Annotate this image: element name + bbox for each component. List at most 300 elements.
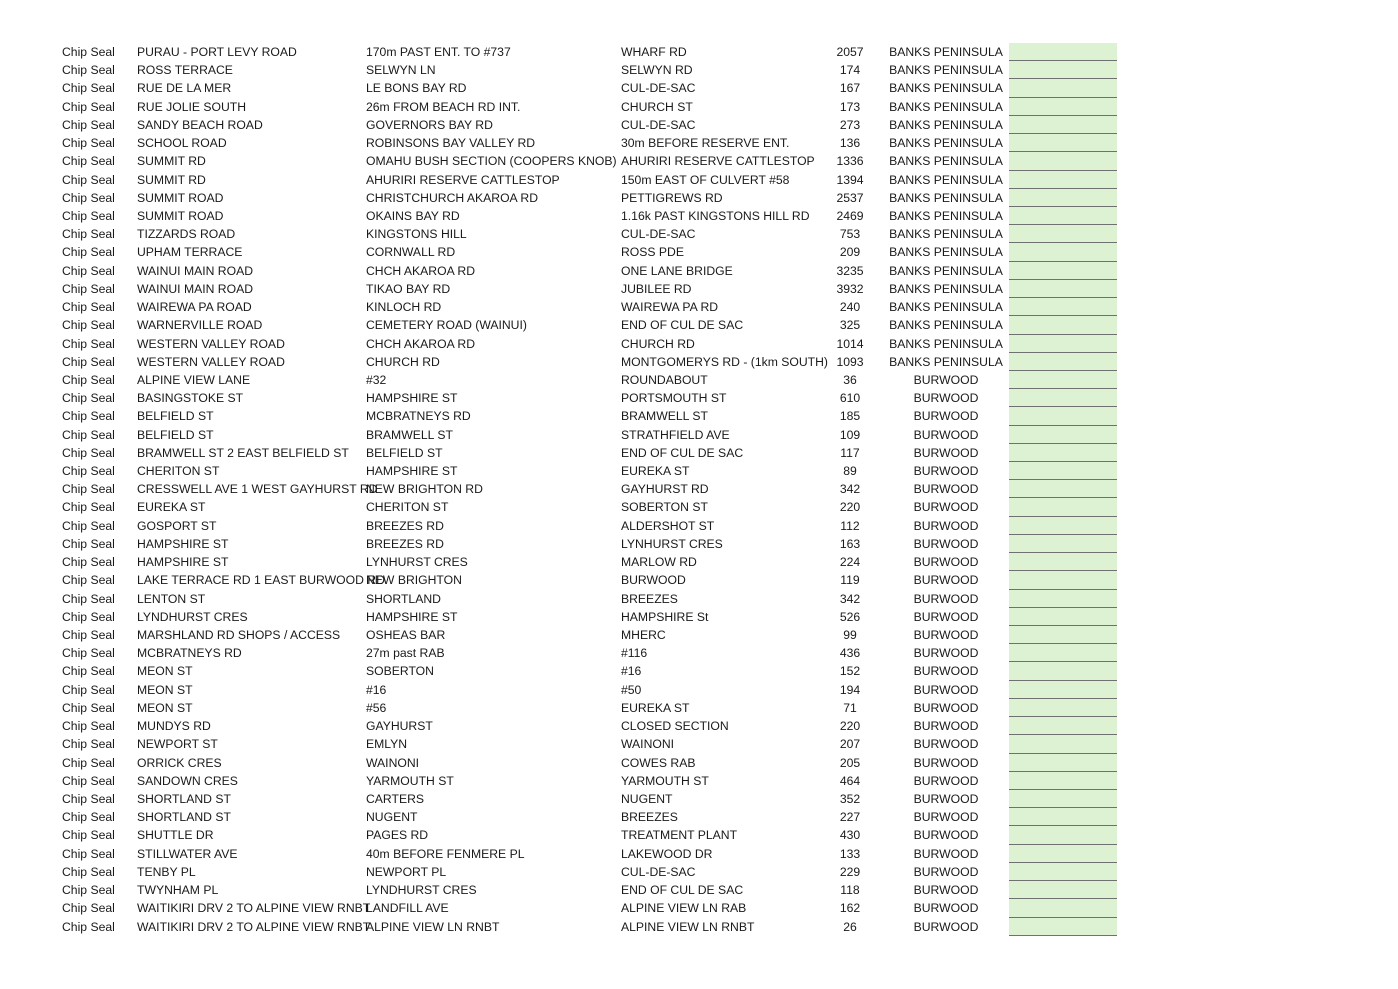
- to-cell[interactable]: BREEZES: [621, 810, 678, 825]
- community-board-cell[interactable]: BURWOOD: [913, 791, 979, 806]
- length-cell[interactable]: 1014: [836, 336, 864, 351]
- treatment-cell[interactable]: Chip Seal: [62, 464, 115, 479]
- road-name-cell[interactable]: RUE JOLIE SOUTH: [137, 99, 247, 114]
- length-cell[interactable]: 224: [839, 555, 861, 570]
- road-name-cell[interactable]: WAITIKIRI DRV 2 TO ALPINE VIEW RNBT: [137, 919, 371, 934]
- treatment-cell[interactable]: Chip Seal: [62, 208, 115, 223]
- road-name-cell[interactable]: LAKE TERRACE RD 1 EAST BURWOOD RD: [137, 573, 385, 588]
- highlight-cell[interactable]: [1009, 262, 1117, 280]
- treatment-cell[interactable]: Chip Seal: [62, 591, 115, 606]
- length-cell[interactable]: 194: [839, 682, 861, 697]
- community-board-cell[interactable]: BURWOOD: [913, 500, 979, 515]
- to-cell[interactable]: NUGENT: [621, 791, 673, 806]
- from-cell[interactable]: CHERITON ST: [366, 500, 449, 515]
- length-cell[interactable]: 209: [839, 245, 861, 260]
- from-cell[interactable]: CHRISTCHURCH AKAROA RD: [366, 190, 538, 205]
- from-cell[interactable]: #16: [366, 682, 387, 697]
- community-board-cell[interactable]: BURWOOD: [913, 682, 979, 697]
- length-cell[interactable]: 526: [839, 609, 861, 624]
- from-cell[interactable]: 27m past RAB: [366, 646, 445, 661]
- road-name-cell[interactable]: SUMMIT ROAD: [137, 208, 224, 223]
- from-cell[interactable]: #56: [366, 700, 387, 715]
- length-cell[interactable]: 2469: [836, 208, 864, 223]
- treatment-cell[interactable]: Chip Seal: [62, 281, 115, 296]
- treatment-cell[interactable]: Chip Seal: [62, 901, 115, 916]
- community-board-cell[interactable]: BURWOOD: [913, 391, 979, 406]
- from-cell[interactable]: SHORTLAND: [366, 591, 441, 606]
- community-board-cell[interactable]: BANKS PENINSULA: [889, 318, 1003, 333]
- length-cell[interactable]: 162: [839, 901, 861, 916]
- highlight-cell[interactable]: [1009, 353, 1117, 371]
- highlight-cell[interactable]: [1009, 590, 1117, 608]
- length-cell[interactable]: 753: [839, 227, 861, 242]
- to-cell[interactable]: ROUNDABOUT: [621, 372, 708, 387]
- treatment-cell[interactable]: Chip Seal: [62, 318, 115, 333]
- from-cell[interactable]: OKAINS BAY RD: [366, 208, 460, 223]
- to-cell[interactable]: CHURCH RD: [621, 336, 695, 351]
- community-board-cell[interactable]: BURWOOD: [913, 646, 979, 661]
- highlight-cell[interactable]: [1009, 444, 1117, 462]
- community-board-cell[interactable]: BANKS PENINSULA: [889, 263, 1003, 278]
- from-cell[interactable]: CEMETERY ROAD (WAINUI): [366, 318, 527, 333]
- length-cell[interactable]: 464: [839, 773, 861, 788]
- community-board-cell[interactable]: BURWOOD: [913, 901, 979, 916]
- treatment-cell[interactable]: Chip Seal: [62, 737, 115, 752]
- from-cell[interactable]: 170m PAST ENT. TO #737: [366, 45, 511, 59]
- treatment-cell[interactable]: Chip Seal: [62, 828, 115, 843]
- treatment-cell[interactable]: Chip Seal: [62, 245, 115, 260]
- length-cell[interactable]: 112: [840, 518, 860, 533]
- from-cell[interactable]: NEW BRIGHTON RD: [366, 482, 483, 497]
- from-cell[interactable]: PAGES RD: [366, 828, 429, 843]
- highlight-cell[interactable]: [1009, 553, 1117, 571]
- length-cell[interactable]: 26: [843, 919, 857, 934]
- highlight-cell[interactable]: [1009, 918, 1117, 936]
- from-cell[interactable]: ALPINE VIEW LN RNBT: [366, 919, 500, 934]
- length-cell[interactable]: 2537: [836, 190, 864, 205]
- treatment-cell[interactable]: Chip Seal: [62, 609, 115, 624]
- from-cell[interactable]: EMLYN: [366, 737, 408, 752]
- from-cell[interactable]: SELWYN LN: [366, 63, 436, 78]
- from-cell[interactable]: OSHEAS BAR: [366, 628, 446, 642]
- from-cell[interactable]: AHURIRI RESERVE CATTLESTOP: [366, 172, 560, 187]
- highlight-cell[interactable]: [1009, 480, 1117, 498]
- community-board-cell[interactable]: BURWOOD: [913, 518, 979, 533]
- from-cell[interactable]: OMAHU BUSH SECTION (COOPERS KNOB): [366, 154, 617, 169]
- road-name-cell[interactable]: WAINUI MAIN ROAD: [137, 281, 254, 296]
- highlight-cell[interactable]: [1009, 517, 1117, 535]
- community-board-cell[interactable]: BANKS PENINSULA: [889, 300, 1003, 315]
- to-cell[interactable]: MHERC: [621, 628, 666, 642]
- treatment-cell[interactable]: Chip Seal: [62, 45, 115, 59]
- community-board-cell[interactable]: BURWOOD: [913, 773, 979, 788]
- community-board-cell[interactable]: BANKS PENINSULA: [889, 336, 1003, 351]
- to-cell[interactable]: CHURCH ST: [621, 99, 693, 114]
- community-board-cell[interactable]: BURWOOD: [913, 372, 979, 387]
- road-name-cell[interactable]: SUMMIT ROAD: [137, 190, 224, 205]
- highlight-cell[interactable]: [1009, 462, 1117, 480]
- community-board-cell[interactable]: BANKS PENINSULA: [889, 117, 1003, 132]
- from-cell[interactable]: CHCH AKAROA RD: [366, 263, 476, 278]
- highlight-cell[interactable]: [1009, 426, 1117, 444]
- to-cell[interactable]: CUL-DE-SAC: [621, 81, 696, 96]
- community-board-cell[interactable]: BURWOOD: [913, 755, 979, 770]
- length-cell[interactable]: 133: [839, 846, 861, 861]
- road-name-cell[interactable]: SUMMIT RD: [137, 154, 206, 169]
- to-cell[interactable]: 1.16k PAST KINGSTONS HILL RD: [621, 208, 810, 223]
- to-cell[interactable]: MONTGOMERYS RD - (1km SOUTH): [621, 354, 828, 369]
- treatment-cell[interactable]: Chip Seal: [62, 409, 115, 424]
- treatment-cell[interactable]: Chip Seal: [62, 628, 115, 642]
- length-cell[interactable]: 227: [839, 810, 861, 825]
- road-name-cell[interactable]: SCHOOL ROAD: [137, 136, 227, 151]
- to-cell[interactable]: 30m BEFORE RESERVE ENT.: [621, 136, 790, 151]
- from-cell[interactable]: LE BONS BAY RD: [366, 81, 467, 96]
- treatment-cell[interactable]: Chip Seal: [62, 646, 115, 661]
- to-cell[interactable]: CLOSED SECTION: [621, 719, 729, 734]
- highlight-cell[interactable]: [1009, 280, 1117, 298]
- treatment-cell[interactable]: Chip Seal: [62, 573, 115, 588]
- community-board-cell[interactable]: BURWOOD: [913, 864, 979, 879]
- to-cell[interactable]: BREEZES: [621, 591, 678, 606]
- from-cell[interactable]: ROBINSONS BAY VALLEY RD: [366, 136, 536, 151]
- from-cell[interactable]: WAINONI: [366, 755, 420, 770]
- community-board-cell[interactable]: BANKS PENINSULA: [889, 154, 1003, 169]
- length-cell[interactable]: 273: [839, 117, 861, 132]
- treatment-cell[interactable]: Chip Seal: [62, 700, 115, 715]
- length-cell[interactable]: 610: [839, 391, 861, 406]
- to-cell[interactable]: PORTSMOUTH ST: [621, 391, 727, 406]
- to-cell[interactable]: YARMOUTH ST: [621, 773, 709, 788]
- treatment-cell[interactable]: Chip Seal: [62, 445, 115, 460]
- road-name-cell[interactable]: HAMPSHIRE ST: [137, 555, 229, 570]
- road-name-cell[interactable]: RUE DE LA MER: [137, 81, 232, 96]
- community-board-cell[interactable]: BANKS PENINSULA: [889, 45, 1003, 59]
- to-cell[interactable]: 150m EAST OF CULVERT #58: [621, 172, 790, 187]
- road-name-cell[interactable]: TWYNHAM PL: [137, 883, 219, 898]
- to-cell[interactable]: END OF CUL DE SAC: [621, 883, 744, 898]
- to-cell[interactable]: END OF CUL DE SAC: [621, 318, 744, 333]
- to-cell[interactable]: ROSS PDE: [621, 245, 684, 260]
- from-cell[interactable]: CORNWALL RD: [366, 245, 456, 260]
- community-board-cell[interactable]: BURWOOD: [913, 445, 979, 460]
- road-name-cell[interactable]: SUMMIT RD: [137, 172, 206, 187]
- community-board-cell[interactable]: BURWOOD: [913, 883, 979, 898]
- community-board-cell[interactable]: BANKS PENINSULA: [889, 281, 1003, 296]
- treatment-cell[interactable]: Chip Seal: [62, 300, 115, 315]
- highlight-cell[interactable]: [1009, 335, 1117, 353]
- treatment-cell[interactable]: Chip Seal: [62, 372, 115, 387]
- road-name-cell[interactable]: PURAU - PORT LEVY ROAD: [137, 45, 297, 59]
- treatment-cell[interactable]: Chip Seal: [62, 846, 115, 861]
- community-board-cell[interactable]: BURWOOD: [913, 828, 979, 843]
- to-cell[interactable]: STRATHFIELD AVE: [621, 427, 730, 442]
- highlight-cell[interactable]: [1009, 61, 1117, 79]
- community-board-cell[interactable]: BANKS PENINSULA: [889, 63, 1003, 78]
- to-cell[interactable]: COWES RAB: [621, 755, 696, 770]
- road-name-cell[interactable]: WAIREWA PA ROAD: [137, 300, 252, 315]
- highlight-cell[interactable]: [1009, 772, 1117, 790]
- highlight-cell[interactable]: [1009, 152, 1117, 170]
- road-name-cell[interactable]: SHUTTLE DR: [137, 828, 214, 843]
- road-name-cell[interactable]: MEON ST: [137, 700, 193, 715]
- treatment-cell[interactable]: Chip Seal: [62, 500, 115, 515]
- to-cell[interactable]: END OF CUL DE SAC: [621, 445, 744, 460]
- length-cell[interactable]: 185: [839, 409, 861, 424]
- treatment-cell[interactable]: Chip Seal: [62, 682, 115, 697]
- road-name-cell[interactable]: SHORTLAND ST: [137, 791, 231, 806]
- highlight-cell[interactable]: [1009, 826, 1117, 844]
- to-cell[interactable]: MARLOW RD: [621, 555, 697, 570]
- highlight-cell[interactable]: [1009, 79, 1117, 97]
- to-cell[interactable]: WAIREWA PA RD: [621, 300, 719, 315]
- from-cell[interactable]: #32: [366, 372, 387, 387]
- road-name-cell[interactable]: MARSHLAND RD SHOPS / ACCESS: [137, 628, 341, 642]
- from-cell[interactable]: BELFIELD ST: [366, 445, 443, 460]
- length-cell[interactable]: 229: [839, 864, 861, 879]
- from-cell[interactable]: HAMPSHIRE ST: [366, 391, 458, 406]
- highlight-cell[interactable]: [1009, 845, 1117, 863]
- treatment-cell[interactable]: Chip Seal: [62, 810, 115, 825]
- highlight-cell[interactable]: [1009, 371, 1117, 389]
- community-board-cell[interactable]: BANKS PENINSULA: [889, 227, 1003, 242]
- road-name-cell[interactable]: NEWPORT ST: [137, 737, 218, 752]
- road-name-cell[interactable]: HAMPSHIRE ST: [137, 536, 229, 551]
- from-cell[interactable]: KINGSTONS HILL: [366, 227, 467, 242]
- road-name-cell[interactable]: ROSS TERRACE: [137, 63, 233, 78]
- from-cell[interactable]: CHURCH RD: [366, 354, 440, 369]
- road-name-cell[interactable]: WESTERN VALLEY ROAD: [137, 336, 285, 351]
- treatment-cell[interactable]: Chip Seal: [62, 719, 115, 734]
- treatment-cell[interactable]: Chip Seal: [62, 154, 115, 169]
- community-board-cell[interactable]: BURWOOD: [913, 555, 979, 570]
- length-cell[interactable]: 173: [839, 99, 861, 114]
- to-cell[interactable]: CUL-DE-SAC: [621, 117, 696, 132]
- from-cell[interactable]: HAMPSHIRE ST: [366, 464, 458, 479]
- to-cell[interactable]: BRAMWELL ST: [621, 409, 708, 424]
- from-cell[interactable]: LYNHURST CRES: [366, 555, 468, 570]
- to-cell[interactable]: ALDERSHOT ST: [621, 518, 715, 533]
- treatment-cell[interactable]: Chip Seal: [62, 518, 115, 533]
- treatment-cell[interactable]: Chip Seal: [62, 354, 115, 369]
- treatment-cell[interactable]: Chip Seal: [62, 883, 115, 898]
- length-cell[interactable]: 1336: [836, 154, 864, 169]
- road-name-cell[interactable]: UPHAM TERRACE: [137, 245, 243, 260]
- length-cell[interactable]: 1394: [836, 172, 864, 187]
- to-cell[interactable]: #50: [621, 682, 642, 697]
- highlight-cell[interactable]: [1009, 535, 1117, 553]
- length-cell[interactable]: 3235: [836, 263, 864, 278]
- community-board-cell[interactable]: BURWOOD: [913, 591, 979, 606]
- highlight-cell[interactable]: [1009, 389, 1117, 407]
- from-cell[interactable]: BRAMWELL ST: [366, 427, 453, 442]
- highlight-cell[interactable]: [1009, 298, 1117, 316]
- length-cell[interactable]: 71: [843, 700, 857, 715]
- highlight-cell[interactable]: [1009, 662, 1117, 680]
- to-cell[interactable]: BURWOOD: [621, 573, 686, 588]
- highlight-cell[interactable]: [1009, 608, 1117, 626]
- road-name-cell[interactable]: CRESSWELL AVE 1 WEST GAYHURST RD: [137, 482, 378, 497]
- from-cell[interactable]: GOVERNORS BAY RD: [366, 117, 493, 132]
- to-cell[interactable]: JUBILEE RD: [621, 281, 692, 296]
- treatment-cell[interactable]: Chip Seal: [62, 864, 115, 879]
- to-cell[interactable]: LYNHURST CRES: [621, 536, 723, 551]
- road-name-cell[interactable]: WARNERVILLE ROAD: [137, 318, 263, 333]
- length-cell[interactable]: 136: [839, 136, 861, 151]
- length-cell[interactable]: 89: [843, 464, 857, 479]
- treatment-cell[interactable]: Chip Seal: [62, 117, 115, 132]
- highlight-cell[interactable]: [1009, 207, 1117, 225]
- road-name-cell[interactable]: GOSPORT ST: [137, 518, 217, 533]
- from-cell[interactable]: CARTERS: [366, 791, 425, 806]
- road-name-cell[interactable]: ORRICK CRES: [137, 755, 222, 770]
- highlight-cell[interactable]: [1009, 407, 1117, 425]
- community-board-cell[interactable]: BANKS PENINSULA: [889, 354, 1003, 369]
- treatment-cell[interactable]: Chip Seal: [62, 391, 115, 406]
- treatment-cell[interactable]: Chip Seal: [62, 664, 115, 679]
- road-name-cell[interactable]: BELFIELD ST: [137, 409, 214, 424]
- community-board-cell[interactable]: BANKS PENINSULA: [889, 99, 1003, 114]
- length-cell[interactable]: 117: [840, 445, 860, 460]
- community-board-cell[interactable]: BURWOOD: [913, 409, 979, 424]
- community-board-cell[interactable]: BURWOOD: [913, 464, 979, 479]
- from-cell[interactable]: 40m BEFORE FENMERE PL: [366, 846, 525, 861]
- road-name-cell[interactable]: WAITIKIRI DRV 2 TO ALPINE VIEW RNBT: [137, 901, 371, 916]
- community-board-cell[interactable]: BURWOOD: [913, 810, 979, 825]
- community-board-cell[interactable]: BURWOOD: [913, 609, 979, 624]
- from-cell[interactable]: CHCH AKAROA RD: [366, 336, 476, 351]
- road-name-cell[interactable]: MEON ST: [137, 682, 193, 697]
- from-cell[interactable]: MCBRATNEYS RD: [366, 409, 471, 424]
- treatment-cell[interactable]: Chip Seal: [62, 63, 115, 78]
- length-cell[interactable]: 342: [839, 482, 861, 497]
- from-cell[interactable]: NUGENT: [366, 810, 418, 825]
- from-cell[interactable]: SOBERTON: [366, 664, 434, 679]
- road-name-cell[interactable]: STILLWATER AVE: [137, 846, 238, 861]
- community-board-cell[interactable]: BANKS PENINSULA: [889, 81, 1003, 96]
- length-cell[interactable]: 205: [839, 755, 861, 770]
- community-board-cell[interactable]: BURWOOD: [913, 737, 979, 752]
- to-cell[interactable]: AHURIRI RESERVE CATTLESTOP: [621, 154, 815, 169]
- community-board-cell[interactable]: BURWOOD: [913, 664, 979, 679]
- community-board-cell[interactable]: BURWOOD: [913, 846, 979, 861]
- treatment-cell[interactable]: Chip Seal: [62, 190, 115, 205]
- from-cell[interactable]: BREEZES RD: [366, 518, 444, 533]
- length-cell[interactable]: 220: [839, 500, 861, 515]
- highlight-cell[interactable]: [1009, 790, 1117, 808]
- length-cell[interactable]: 167: [839, 81, 861, 96]
- treatment-cell[interactable]: Chip Seal: [62, 536, 115, 551]
- length-cell[interactable]: 220: [839, 719, 861, 734]
- highlight-cell[interactable]: [1009, 498, 1117, 516]
- community-board-cell[interactable]: BURWOOD: [913, 719, 979, 734]
- highlight-cell[interactable]: [1009, 225, 1117, 243]
- length-cell[interactable]: 163: [839, 536, 861, 551]
- road-name-cell[interactable]: BRAMWELL ST 2 EAST BELFIELD ST: [137, 445, 349, 460]
- to-cell[interactable]: CUL-DE-SAC: [621, 864, 696, 879]
- treatment-cell[interactable]: Chip Seal: [62, 919, 115, 934]
- community-board-cell[interactable]: BANKS PENINSULA: [889, 172, 1003, 187]
- community-board-cell[interactable]: BURWOOD: [913, 427, 979, 442]
- highlight-cell[interactable]: [1009, 571, 1117, 589]
- highlight-cell[interactable]: [1009, 863, 1117, 881]
- treatment-cell[interactable]: Chip Seal: [62, 773, 115, 788]
- road-name-cell[interactable]: CHERITON ST: [137, 464, 220, 479]
- to-cell[interactable]: EUREKA ST: [621, 464, 690, 479]
- road-name-cell[interactable]: MEON ST: [137, 664, 193, 679]
- length-cell[interactable]: 118: [840, 883, 860, 898]
- community-board-cell[interactable]: BURWOOD: [913, 536, 979, 551]
- length-cell[interactable]: 352: [839, 791, 861, 806]
- highlight-cell[interactable]: [1009, 717, 1117, 735]
- treatment-cell[interactable]: Chip Seal: [62, 227, 115, 242]
- from-cell[interactable]: BREEZES RD: [366, 536, 444, 551]
- length-cell[interactable]: 207: [839, 737, 861, 752]
- road-name-cell[interactable]: SANDY BEACH ROAD: [137, 117, 263, 132]
- length-cell[interactable]: 152: [839, 664, 861, 679]
- to-cell[interactable]: #116: [621, 646, 648, 661]
- highlight-cell[interactable]: [1009, 699, 1117, 717]
- road-name-cell[interactable]: WESTERN VALLEY ROAD: [137, 354, 285, 369]
- to-cell[interactable]: SOBERTON ST: [621, 500, 708, 515]
- from-cell[interactable]: 26m FROM BEACH RD INT.: [366, 99, 521, 114]
- road-name-cell[interactable]: LENTON ST: [137, 591, 206, 606]
- to-cell[interactable]: ALPINE VIEW LN RNBT: [621, 919, 755, 934]
- treatment-cell[interactable]: Chip Seal: [62, 555, 115, 570]
- road-name-cell[interactable]: MCBRATNEYS RD: [137, 646, 242, 661]
- to-cell[interactable]: WAINONI: [621, 737, 675, 752]
- to-cell[interactable]: GAYHURST RD: [621, 482, 709, 497]
- length-cell[interactable]: 99: [843, 628, 857, 642]
- to-cell[interactable]: ONE LANE BRIDGE: [621, 263, 733, 278]
- road-name-cell[interactable]: MUNDYS RD: [137, 719, 211, 734]
- road-name-cell[interactable]: SANDOWN CRES: [137, 773, 238, 788]
- road-name-cell[interactable]: TIZZARDS ROAD: [137, 227, 236, 242]
- road-name-cell[interactable]: TENBY PL: [137, 864, 196, 879]
- from-cell[interactable]: GAYHURST: [366, 719, 433, 734]
- community-board-cell[interactable]: BURWOOD: [913, 628, 979, 642]
- length-cell[interactable]: 174: [839, 63, 861, 78]
- to-cell[interactable]: #16: [621, 664, 642, 679]
- from-cell[interactable]: TIKAO BAY RD: [366, 281, 451, 296]
- community-board-cell[interactable]: BURWOOD: [913, 573, 979, 588]
- road-name-cell[interactable]: SHORTLAND ST: [137, 810, 231, 825]
- to-cell[interactable]: PETTIGREWS RD: [621, 190, 723, 205]
- community-board-cell[interactable]: BURWOOD: [913, 919, 979, 934]
- length-cell[interactable]: 1093: [836, 354, 864, 369]
- road-name-cell[interactable]: LYNDHURST CRES: [137, 609, 248, 624]
- highlight-cell[interactable]: [1009, 754, 1117, 772]
- highlight-cell[interactable]: [1009, 134, 1117, 152]
- treatment-cell[interactable]: Chip Seal: [62, 336, 115, 351]
- treatment-cell[interactable]: Chip Seal: [62, 791, 115, 806]
- community-board-cell[interactable]: BANKS PENINSULA: [889, 208, 1003, 223]
- treatment-cell[interactable]: Chip Seal: [62, 81, 115, 96]
- highlight-cell[interactable]: [1009, 171, 1117, 189]
- highlight-cell[interactable]: [1009, 644, 1117, 662]
- treatment-cell[interactable]: Chip Seal: [62, 99, 115, 114]
- length-cell[interactable]: 36: [843, 372, 857, 387]
- from-cell[interactable]: HAMPSHIRE ST: [366, 609, 458, 624]
- treatment-cell[interactable]: Chip Seal: [62, 136, 115, 151]
- highlight-cell[interactable]: [1009, 98, 1117, 116]
- to-cell[interactable]: LAKEWOOD DR: [621, 846, 713, 861]
- length-cell[interactable]: 3932: [836, 281, 864, 296]
- to-cell[interactable]: CUL-DE-SAC: [621, 227, 696, 242]
- community-board-cell[interactable]: BANKS PENINSULA: [889, 190, 1003, 205]
- highlight-cell[interactable]: [1009, 116, 1117, 134]
- from-cell[interactable]: KINLOCH RD: [366, 300, 442, 315]
